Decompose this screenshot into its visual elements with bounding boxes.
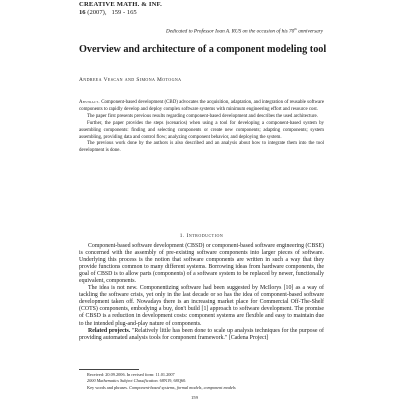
paper-title: Overview and architecture of a component modeling tool: [79, 44, 327, 55]
journal-volume: 16: [79, 9, 86, 16]
related-projects-text: "Relatively little has been done to scale up analysis techniques for the purpose of providing automated analysis tools for component framework." [Cadena Project]: [79, 327, 324, 341]
footnote-keywords: [87, 385, 327, 391]
footnote-msc-label: 2000 Mathematics Subject Classification.: [87, 378, 159, 384]
abstract-text: Component-based development (CBD) advocates the acquisition, adaptation, and integration of reusable software components to rapidly develop and deploy complex software systems with minimum engineering effort and resource cost.: [79, 100, 324, 112]
body-text: [79, 243, 324, 342]
dedication-superscript: th: [294, 27, 297, 31]
abstract-paragraph: Further, the paper provides the steps (scenarios) when using a tool for developing a component-based system by assembling components: finding and selecting components or create new components; adapting components; system assembling, providing data and control flow; analyzing component behavior, and deploying the system.: [79, 120, 324, 140]
dedication: [79, 27, 323, 35]
related-projects-label: Related projects.: [88, 327, 131, 334]
page-number: 159: [191, 395, 198, 400]
section-title: Introduction: [186, 233, 224, 239]
dedication-tail: anniversary: [296, 28, 323, 35]
journal-volume-line: [79, 9, 162, 17]
footnote-keywords-value: Component-based systems, formal models, component models: [128, 384, 236, 390]
body-paragraph: Component-based software development (CBSD) or component-based software engineering (CBSE) is concerned with the assembly of pre-existing software components into larger pieces of software. Underlying this process is the notion that software components are written in such a way that they provide functions common to many different systems. Borrowing ideas from hardware components, the goal of CBSD is to allow parts (components) of a software system to be replaced by newer, functionally equivalent, components.: [79, 243, 324, 285]
abstract-label: Abstract.: [79, 100, 100, 105]
footnote-keywords-label: Key words and phrases.: [87, 384, 129, 390]
footnote-rule: [79, 369, 139, 370]
journal-name: CREATIVE MATH. & INF.: [79, 1, 163, 8]
dedication-text: Dedicated to Professor Ioan A. RUS on the occasion of his 70: [165, 28, 295, 35]
journal-pages: 159 - 165: [111, 9, 137, 16]
abstract: [79, 100, 324, 155]
body-paragraph: The idea is not new. Componentizing software had been suggested by McIlorys [10] as a way of tackling the software crisis, yet only in the last decade or so has the idea of component-based software development taken off. Nowadays there is an increasing market place for Commercial Off-The-Shelf (COTS) components, embodying a buy, don't build [1] approach to software development. The promise of CBSD is a reduction in development costs: component systems are flexible and easy to maintain due to the intended plug-and-play nature of components.: [79, 285, 324, 327]
journal-year: (2007),: [87, 9, 107, 16]
abstract-paragraph: The previous work done by the authors is also described and an analysis about how to integrate them into the tool development is done.: [79, 141, 324, 154]
paper-authors: Andreea Vescan and Simona Motogna: [79, 77, 182, 83]
footnote-received: Received: 20.09.2006. In revised form: 11.01.2007: [87, 372, 175, 377]
abstract-paragraph: The paper first presents previous results regarding component-based development and describes the used architecture.: [87, 113, 318, 119]
section-heading: [79, 233, 324, 239]
journal-header: [79, 1, 162, 17]
section-number: 1.: [179, 233, 185, 239]
footnotes: [87, 372, 327, 391]
body-paragraph: [79, 328, 324, 342]
footnote-msc-value: 68N19, 68Q60.: [158, 378, 187, 384]
abstract-paragraph: [79, 100, 324, 114]
